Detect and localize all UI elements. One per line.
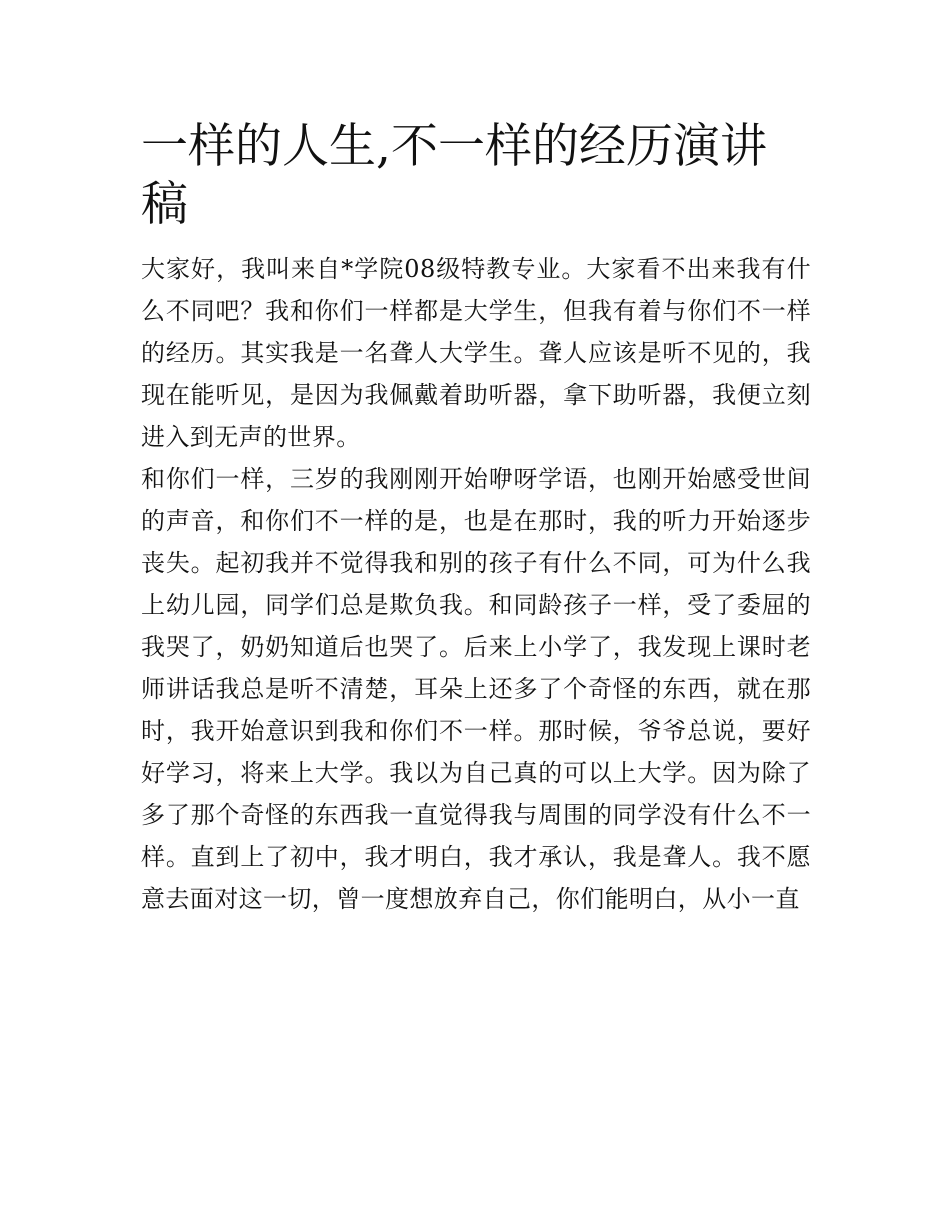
document-body bbox=[141, 118, 811, 920]
paragraph-1: 大家好，我叫来自*学院08级特教专业。大家看不出来我有什么不同吧？我和你们一样都是大学生，但我有着与你们不一样的经历。其实我是一名聋人大学生。聋人应该是听不见的，我现在能听见，是因为我佩戴着助听器，拿下助听器，我便立刻进入到无声的世界。 bbox=[141, 255, 811, 451]
paragraph-2: 和你们一样，三岁的我刚刚开始咿呀学语，也刚开始感受世间的声音，和你们不一样的是，也是在那时，我的听力开始逐步丧失。起初我并不觉得我和别的孩子有什么不同，可为什么我上幼儿园，同学们总是欺负我。和同龄孩子一样，受了委屈的我哭了，奶奶知道后也哭了。后来上小学了，我发现上课时老师讲话我总是听不清楚，耳朵上还多了个奇怪的东西，就在那时，我开始意识到我和你们不一样。那时候，爷爷总说，要好好学习，将来上大学。我以为自己真的可以上大学。因为除了多了那个奇怪的东西我一直觉得我与周围的同学没有什么不一样。直到上了初中，我才明白，我才承认，我是聋人。我不愿意去面对这一切，曾一度想放弃自己，你们能明白，从小一直 bbox=[141, 465, 811, 913]
document-title: 一样的人生,不一样的经历演讲稿 bbox=[141, 119, 767, 232]
